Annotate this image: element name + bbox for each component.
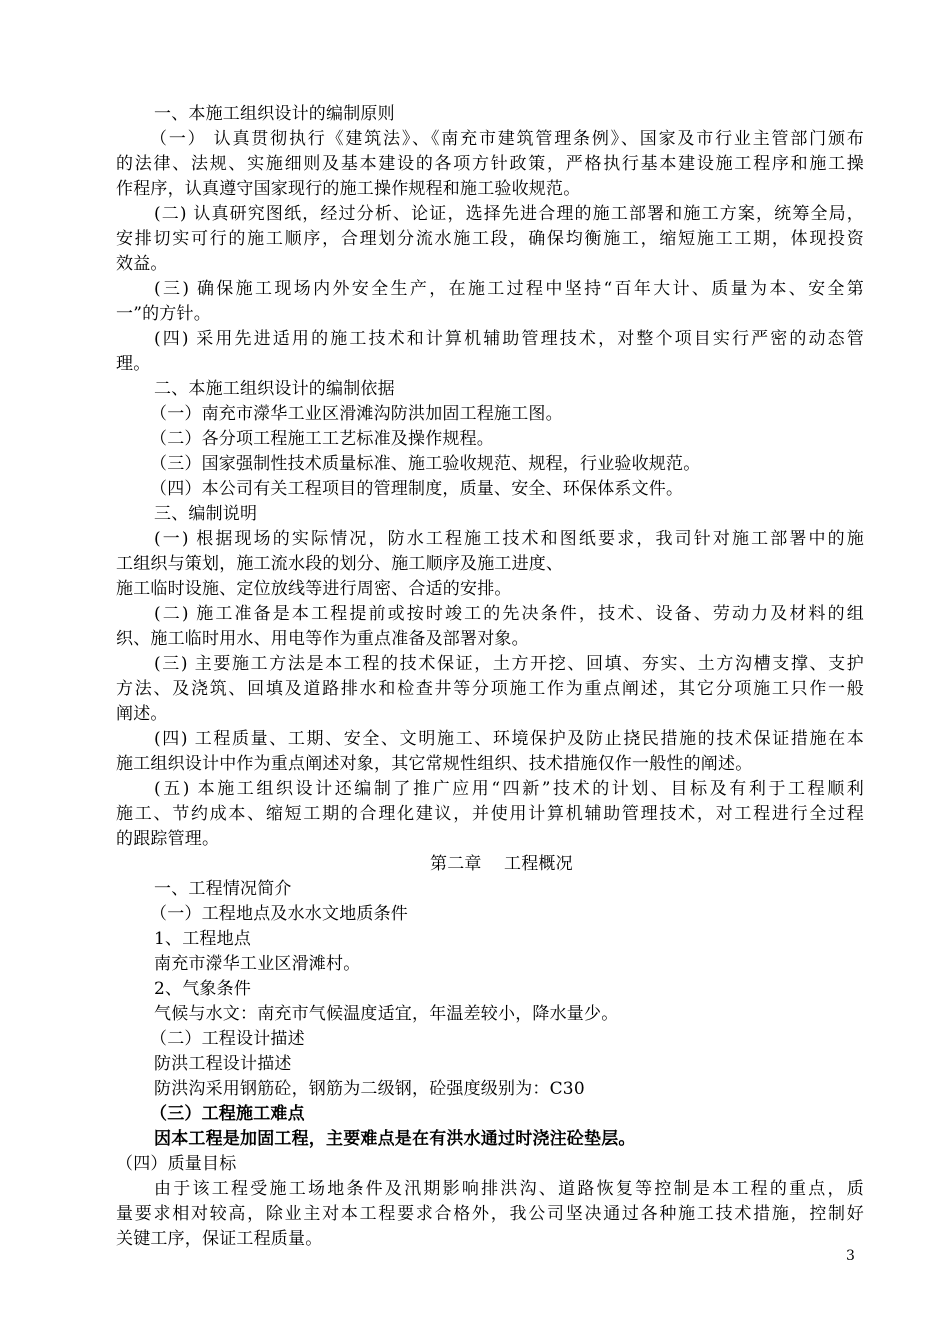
text-line: (五) 本施工组织设计还编制了推广应用“四新”技术的计划、目标及有利于工程顺利 [154, 779, 864, 799]
text-line: 施工临时设施、定位放线等进行周密、合适的安排。 [116, 579, 512, 599]
text-line: (四) 工程质量、工期、安全、文明施工、环境保护及防止挠民措施的技术保证措施在本 [154, 729, 864, 749]
text-line: (二) 认真研究图纸，经过分析、论证，选择先进合理的施工部署和施工方案，统筹全局， [154, 204, 864, 224]
page-number: 3 [846, 1248, 855, 1264]
text-line: 因本工程是加固工程，主要难点是在有洪水通过时浇注砼垫层。 [154, 1129, 636, 1149]
text-line: 阐述。 [116, 704, 168, 724]
text-line: (一) 根据现场的实际情况，防水工程施工技术和图纸要求，我司针对施工部署中的施 [154, 529, 864, 549]
text-line: （三）工程施工难点 [150, 1104, 305, 1124]
text-line: 作程序，认真遵守国家现行的施工操作规程和施工验收规范。 [116, 179, 581, 199]
text-line: （四）本公司有关工程项目的管理制度，质量、安全、环保体系文件。 [150, 479, 684, 499]
text-line: 安排切实可行的施工顺序，合理划分流水施工段，确保均衡施工，缩短施工工期，体现投资 [116, 229, 864, 249]
text-line: 一、工程情况简介 [154, 879, 292, 899]
text-line: 施工、节约成本、缩短工期的合理化建议，并使用计算机辅助管理技术，对工程进行全过程 [116, 804, 864, 824]
text-line: （二）各分项工程施工工艺标准及操作规程。 [150, 429, 494, 449]
text-line: （四）质量目标 [116, 1154, 237, 1174]
text-line: 二、本施工组织设计的编制依据 [154, 379, 395, 399]
text-line: 1、工程地点 [154, 929, 252, 949]
text-line: 工组织与策划，施工流水段的划分、施工顺序及施工进度、 [116, 554, 564, 574]
text-line: 理。 [116, 354, 151, 374]
text-line: （三）国家强制性技术质量标准、施工验收规范、规程，行业验收规范。 [150, 454, 701, 474]
text-line: 防洪工程设计描述 [154, 1054, 292, 1074]
text-line: 南充市濴华工业区滑滩村。 [154, 954, 361, 974]
text-line: (三) 主要施工方法是本工程的技术保证，土方开挖、回填、夯实、土方沟槽支撑、支护 [154, 654, 864, 674]
text-line: 施工组织设计中作为重点阐述对象，其它常规性组织、技术措施仅作一般性的阐述。 [116, 754, 753, 774]
text-line: （一） 认真贯彻执行《建筑法》、《南充市建筑管理条例》、国家及市行业主管部门颁布 [150, 129, 864, 149]
text-line: 由于该工程受施工场地条件及汛期影响排洪沟、道路恢复等控制是本工程的重点，质 [154, 1179, 864, 1199]
text-line: 效益。 [116, 254, 168, 274]
document-body [116, 102, 864, 1252]
text-line: (三) 确保施工现场内外安全生产，在施工过程中坚持“百年大计、质量为本、安全第 [154, 279, 864, 299]
text-line: (二) 施工准备是本工程提前或按时竣工的先决条件，技术、设备、劳动力及材料的组 [154, 604, 864, 624]
text-line: 的法律、法规、实施细则及基本建设的各项方针政策，严格执行基本建设施工程序和施工操 [116, 154, 864, 174]
text-line: （一）工程地点及水水文地质条件 [150, 904, 408, 924]
text-line: 的跟踪管理。 [116, 829, 220, 849]
text-line: 气候与水文：南充市气候温度适宜，年温差较小，降水量少。 [154, 1004, 619, 1024]
text-line: 关键工序，保证工程质量。 [116, 1229, 323, 1249]
text-line: 一、本施工组织设计的编制原则 [154, 104, 395, 124]
text-line: 方法、及浇筑、回填及道路排水和检查井等分项施工作为重点阐述，其它分项施工只作一般 [116, 679, 864, 699]
text-line: (四) 采用先进适用的施工技术和计算机辅助管理技术，对整个项目实行严密的动态管 [154, 329, 864, 349]
text-line: 一”的方针。 [116, 304, 211, 324]
text-line: 第二章 工程概况 [430, 854, 573, 874]
text-line: 防洪沟采用钢筋砼，钢筋为二级钢，砼强度级别为：C30 [154, 1079, 585, 1099]
text-line: 织、施工临时用水、用电等作为重点准备及部署对象。 [116, 629, 529, 649]
text-line: （一）南充市濴华工业区滑滩沟防洪加固工程施工图。 [150, 404, 563, 424]
text-line: （二）工程设计描述 [150, 1029, 305, 1049]
text-line: 三、编制说明 [154, 504, 258, 524]
text-line: 量要求相对较高，除业主对本工程要求合格外，我公司坚决通过各种施工技术措施，控制好 [116, 1204, 864, 1224]
text-line: 2、气象条件 [154, 979, 252, 999]
